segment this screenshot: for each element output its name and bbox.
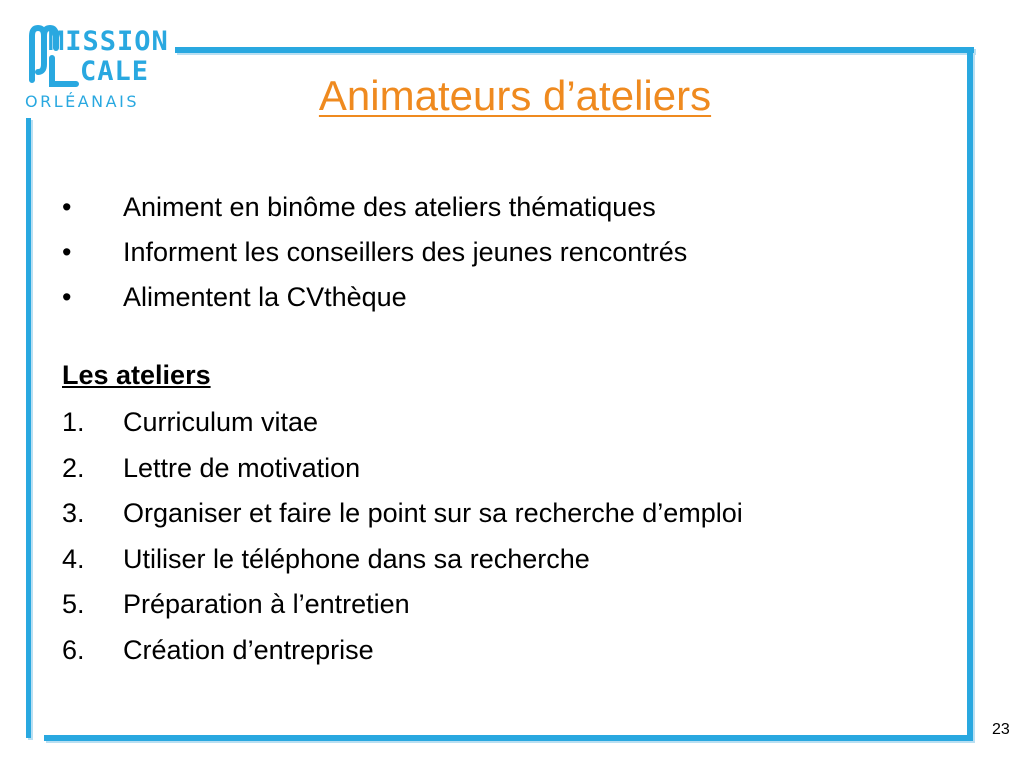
- item-text: Création d’entreprise: [123, 634, 374, 665]
- ateliers-numbered-list: [62, 400, 743, 673]
- frame-right-border: [967, 52, 973, 740]
- page-number: 23: [992, 721, 1010, 738]
- list-item: [62, 537, 743, 583]
- frame-top-border: [175, 47, 974, 53]
- bullet-mark: •: [62, 192, 72, 222]
- list-item: [62, 446, 743, 492]
- item-number: 3.: [62, 498, 85, 528]
- item-text: Curriculum vitae: [123, 407, 319, 437]
- bullet-text: Animent en binôme des ateliers thématiques: [123, 192, 656, 222]
- item-text: Lettre de motivation: [123, 452, 361, 483]
- frame-bottom-border: [44, 735, 973, 741]
- list-item: [62, 230, 687, 275]
- list-item: [62, 582, 743, 628]
- list-item: [62, 185, 687, 230]
- item-number: 5.: [62, 589, 85, 619]
- bullet-mark: •: [62, 237, 72, 267]
- item-text: Préparation à l’entretien: [123, 589, 410, 619]
- bullet-text: Informent les conseillers des jeunes rencontrés: [123, 237, 688, 267]
- frame-left-border: [26, 118, 31, 738]
- role-bullet-list: [62, 185, 687, 320]
- item-number: 2.: [62, 452, 85, 483]
- logo-text-orleanais: ORLÉANAIS: [25, 92, 139, 111]
- list-item: [62, 400, 743, 446]
- slide-title: Animateurs d’ateliers: [318, 72, 712, 119]
- list-item: [62, 628, 743, 674]
- item-text: Utiliser le téléphone dans sa recherche: [123, 543, 590, 574]
- list-item: [62, 491, 743, 537]
- bullet-mark: •: [62, 282, 72, 312]
- mission-locale-logo: [24, 24, 184, 114]
- item-number: 6.: [62, 634, 85, 665]
- item-number: 1.: [62, 407, 85, 437]
- item-text: Organiser et faire le point sur sa recherche d’emploi: [123, 498, 743, 528]
- list-item: [62, 275, 687, 320]
- section-heading-ateliers: Les ateliers: [62, 360, 211, 390]
- logo-text-mission: MISSION: [48, 26, 169, 57]
- bullet-text: Alimentent la CVthèque: [123, 282, 407, 312]
- item-number: 4.: [62, 543, 85, 574]
- logo-text-locale: CALE: [80, 56, 150, 87]
